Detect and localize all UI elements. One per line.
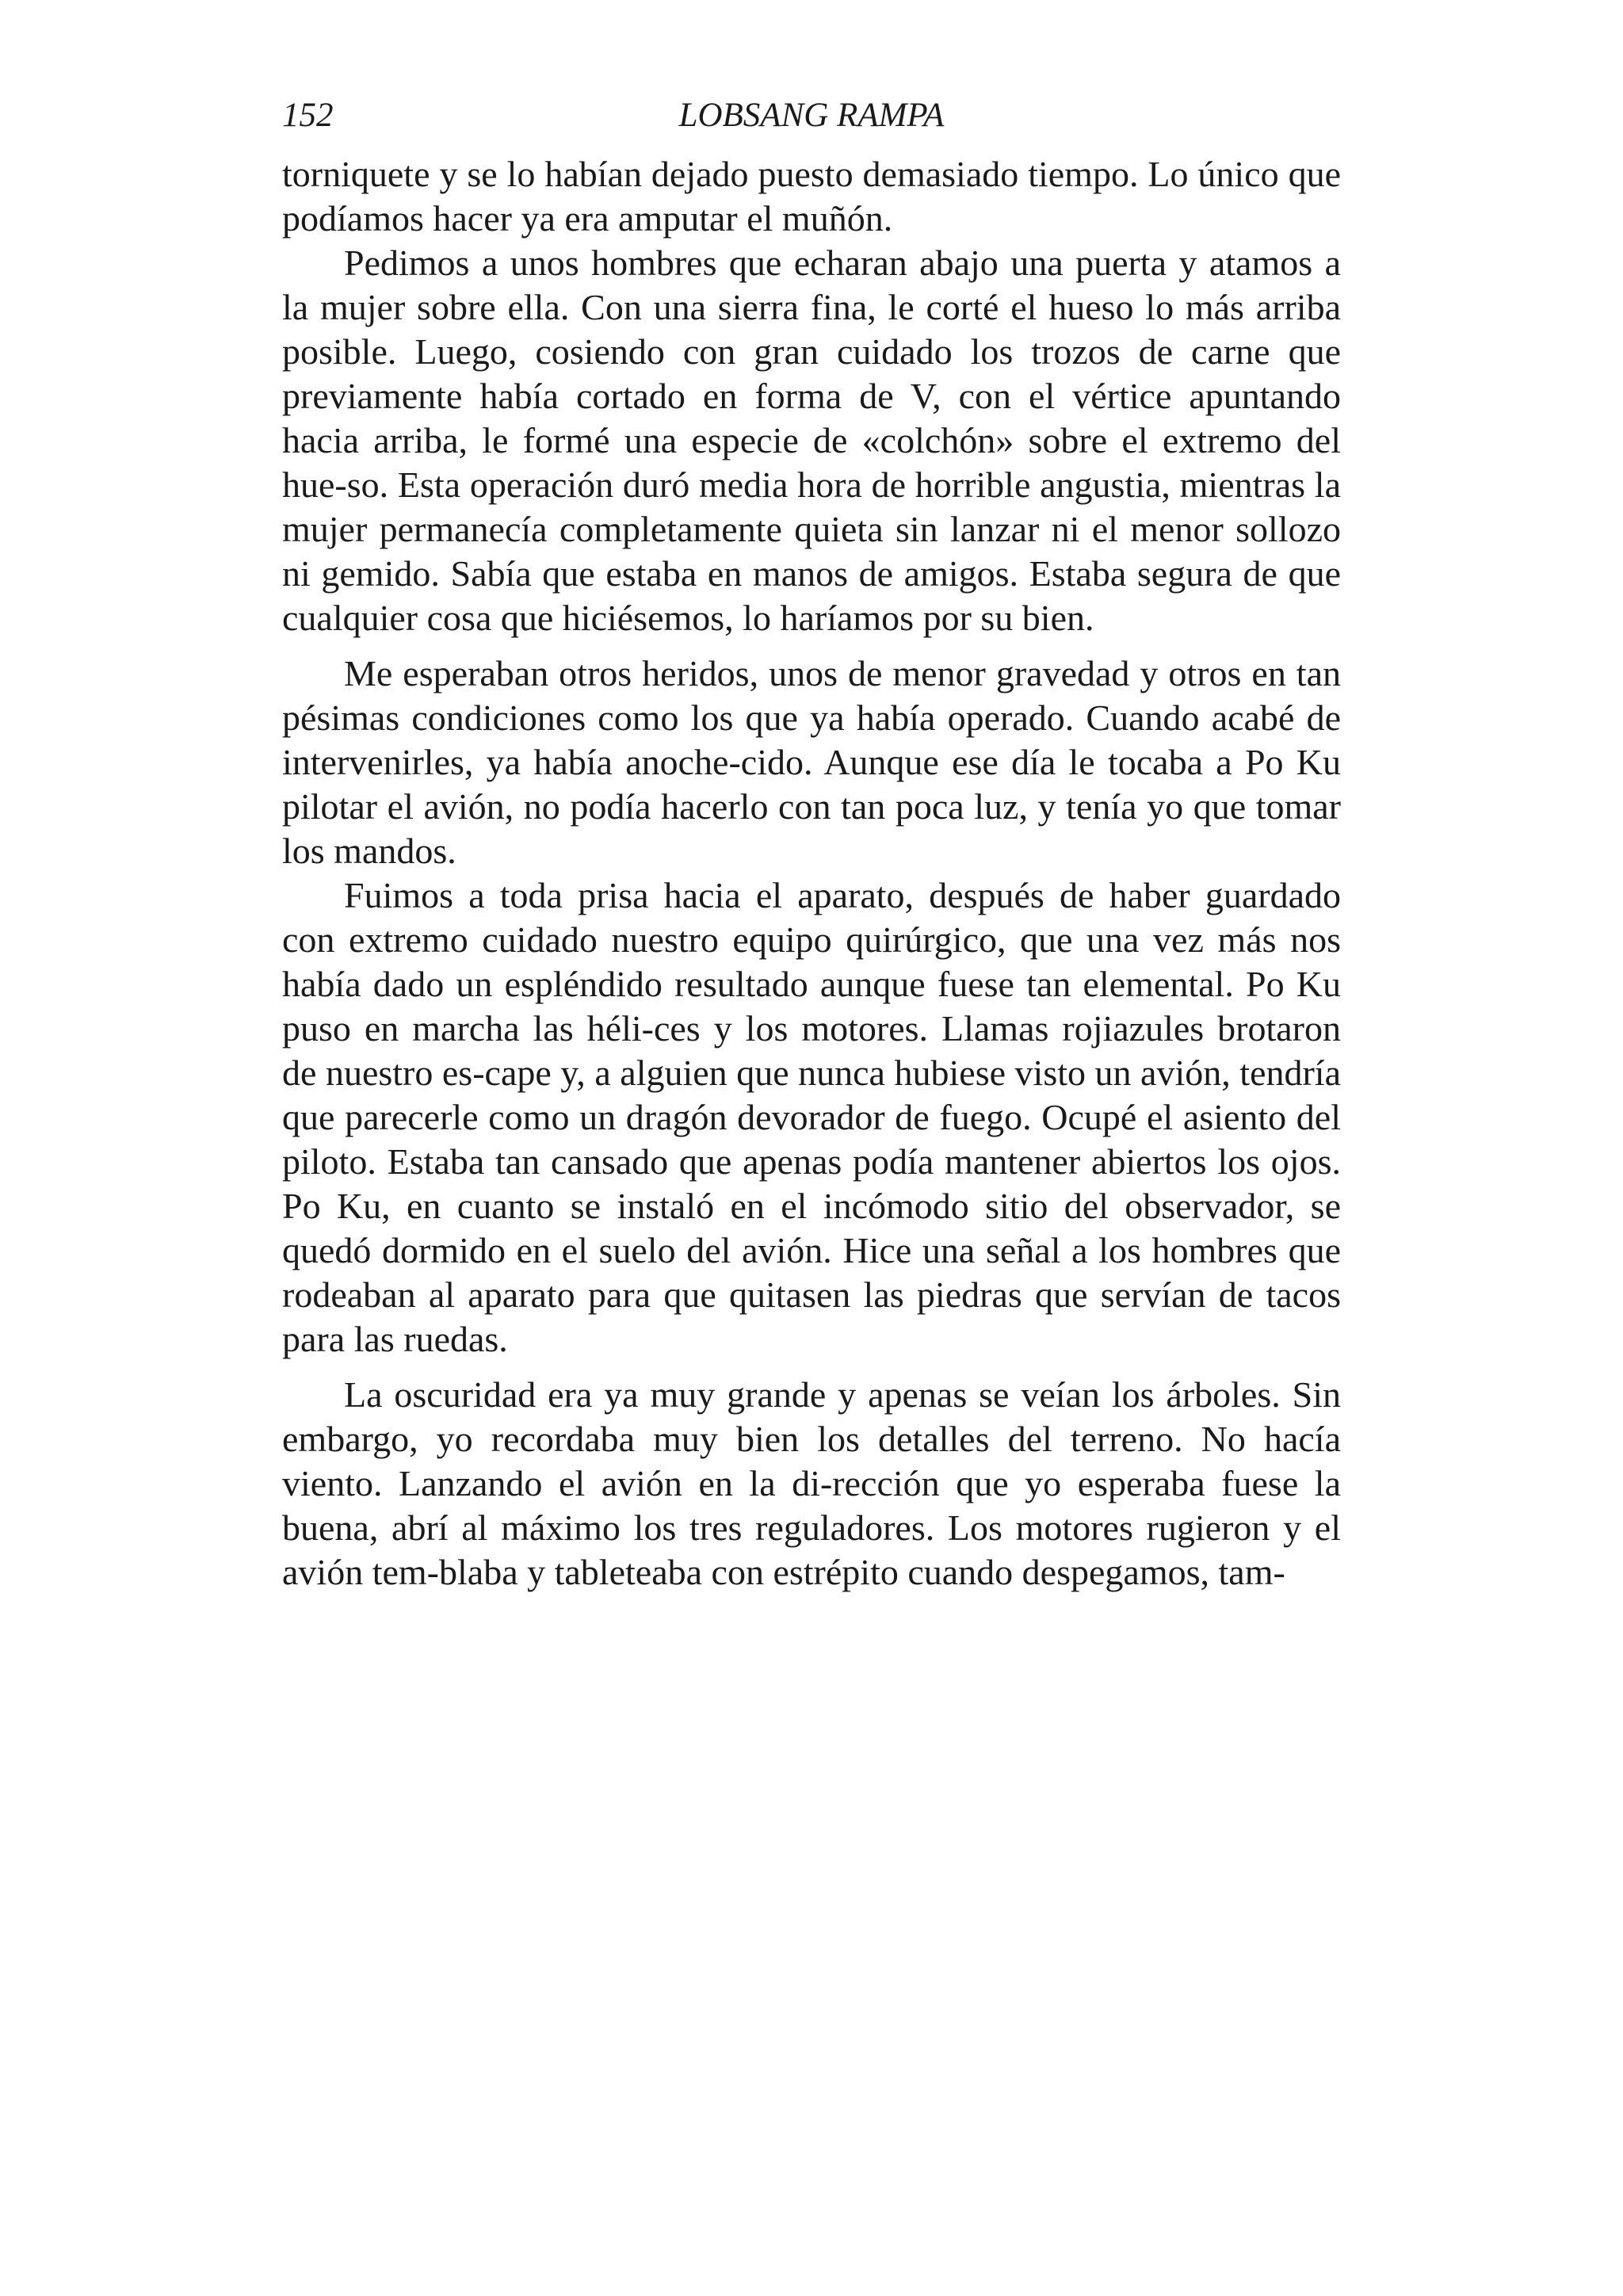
book-page: [282, 89, 1341, 1595]
body-text: [282, 152, 1341, 1595]
page-number: 152: [282, 97, 334, 134]
paragraph: Fuimos a toda prisa hacia el aparato, después de haber guardado con extremo cuidado nuestro equipo quirúrgico, que una vez más nos había dado un espléndido resultado aunque fuese tan elemental. Po Ku puso en marcha las héli-ces y los motores. Llamas rojiazules brotaron de nuestro es-cape y, a alguien que nunca hubiese visto un avión, tendría que parecerle como un dragón devorador de fuego. Ocupé el asiento del piloto. Estaba tan cansado que apenas podía mantener abiertos los ojos. Po Ku, en cuanto se instaló en el incómodo sitio del observador, se quedó dormido en el suelo del avión. Hice una señal a los hombres que rodeaban al aparato para que quitasen las piedras que servían de tacos para las ruedas.: [282, 875, 1341, 1359]
paragraph: La oscuridad era ya muy grande y apenas se veían los árboles. Sin embargo, yo recordaba muy bien los detalles del terreno. No hacía viento. Lanzando el avión en la di-rección que yo esperaba fuese la buena, abrí al máximo los tres reguladores. Los motores rugieron y el avión tem-blaba y tableteaba con estrépito cuando despegamos, tam-: [282, 1374, 1341, 1592]
paragraph-continuation: torniquete y se lo habían dejado puesto demasiado tiempo. Lo único que podíamos hacer ya era amputar el muñón.: [282, 154, 1341, 239]
paragraph: Me esperaban otros heridos, unos de menor gravedad y otros en tan pésimas condiciones como los que ya había operado. Cuando acabé de intervenirles, ya había anoche-cido. Aunque ese día le tocaba a Po Ku pilotar el avión, no podía hacerlo con tan poca luz, y tenía yo que tomar los mandos.: [282, 653, 1341, 871]
paragraph: Pedimos a unos hombres que echaran abajo una puerta y atamos a la mujer sobre ella. Con una sierra fina, le corté el hueso lo más arriba posible. Luego, cosiendo con gran cuidado los trozos de carne que previamente había cortado en forma de V, con el vértice apuntando hacia arriba, le formé una especie de «colchón» sobre el extremo del hue-so. Esta operación duró media hora de horrible angustia, mientras la mujer permanecía completamente quieta sin lanzar ni el menor sollozo ni gemido. Sabía que estaba en manos de amigos. Estaba segura de que cualquier cosa que hiciésemos, lo haríamos por su bien.: [282, 243, 1341, 638]
page-header: [282, 89, 1341, 143]
running-title: LOBSANG RAMPA: [678, 97, 945, 134]
